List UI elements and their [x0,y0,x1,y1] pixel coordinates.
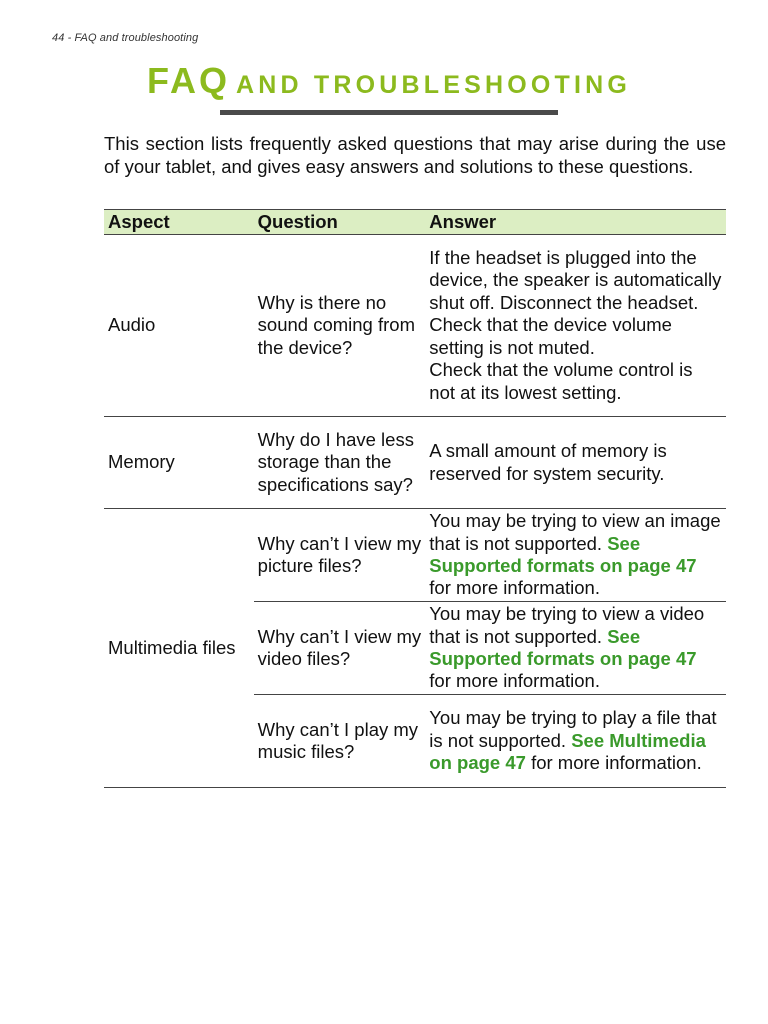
question-music: Why can’t I play my music files? [254,695,426,788]
answer-video-text: You may be trying to view a video that is not supported. [429,603,705,647]
answer-audio [425,235,726,417]
answer-memory: A small amount of memory is reserved for system security. [425,417,726,509]
answer-audio-line-2: Check that the device volume setting is not muted. [429,314,672,358]
table-row-multimedia-pictures [104,509,726,602]
link-supported-formats-pictures[interactable]: See Supported formats on page 47 [429,532,697,576]
header-question: Question [254,210,426,235]
title-underline [220,110,558,115]
header-answer: Answer [425,210,726,235]
table-header-row [104,210,726,235]
header-aspect: Aspect [104,210,254,235]
table-row-audio [104,235,726,417]
answer-music [425,695,726,788]
answer-music-tail: for more information. [531,752,702,774]
aspect-audio: Audio [104,235,254,417]
table-row-memory [104,417,726,509]
title-subtitle: AND TROUBLESHOOTING [235,71,632,99]
title-main: FAQ [146,60,230,101]
page-title [0,60,768,102]
link-supported-formats-video[interactable]: See Supported formats on page 47 [429,625,697,669]
question-pictures: Why can’t I view my picture files? [254,509,426,602]
question-memory: Why do I have less storage than the specifications say? [254,417,426,509]
intro-paragraph: This section lists frequently asked questions that may arise during the use of your tablet, and gives easy answers and solutions to these questions. [104,133,726,177]
aspect-memory: Memory [104,417,254,509]
answer-pictures-text: You may be trying to view an image that is not supported. [429,510,721,554]
question-video: Why can’t I view my video files? [254,602,426,695]
answer-audio-line-3: Check that the volume control is not at its lowest setting. [429,359,693,403]
answer-pictures-tail: for more information. [429,577,600,599]
answer-music-text: You may be trying to play a file that is not supported. [429,707,717,751]
answer-pictures [425,509,726,602]
aspect-multimedia: Multimedia files [104,509,254,788]
answer-video-tail: for more information. [429,670,600,692]
link-multimedia[interactable]: See Multimedia on page 47 [429,729,706,774]
question-audio: Why is there no sound coming from the device? [254,235,426,417]
running-header: 44 - FAQ and troubleshooting [52,32,199,44]
faq-table [104,209,726,788]
answer-video [425,602,726,695]
answer-audio-line-1: If the headset is plugged into the device, the speaker is automatically shut off. Disconnect the headset. [429,247,722,313]
